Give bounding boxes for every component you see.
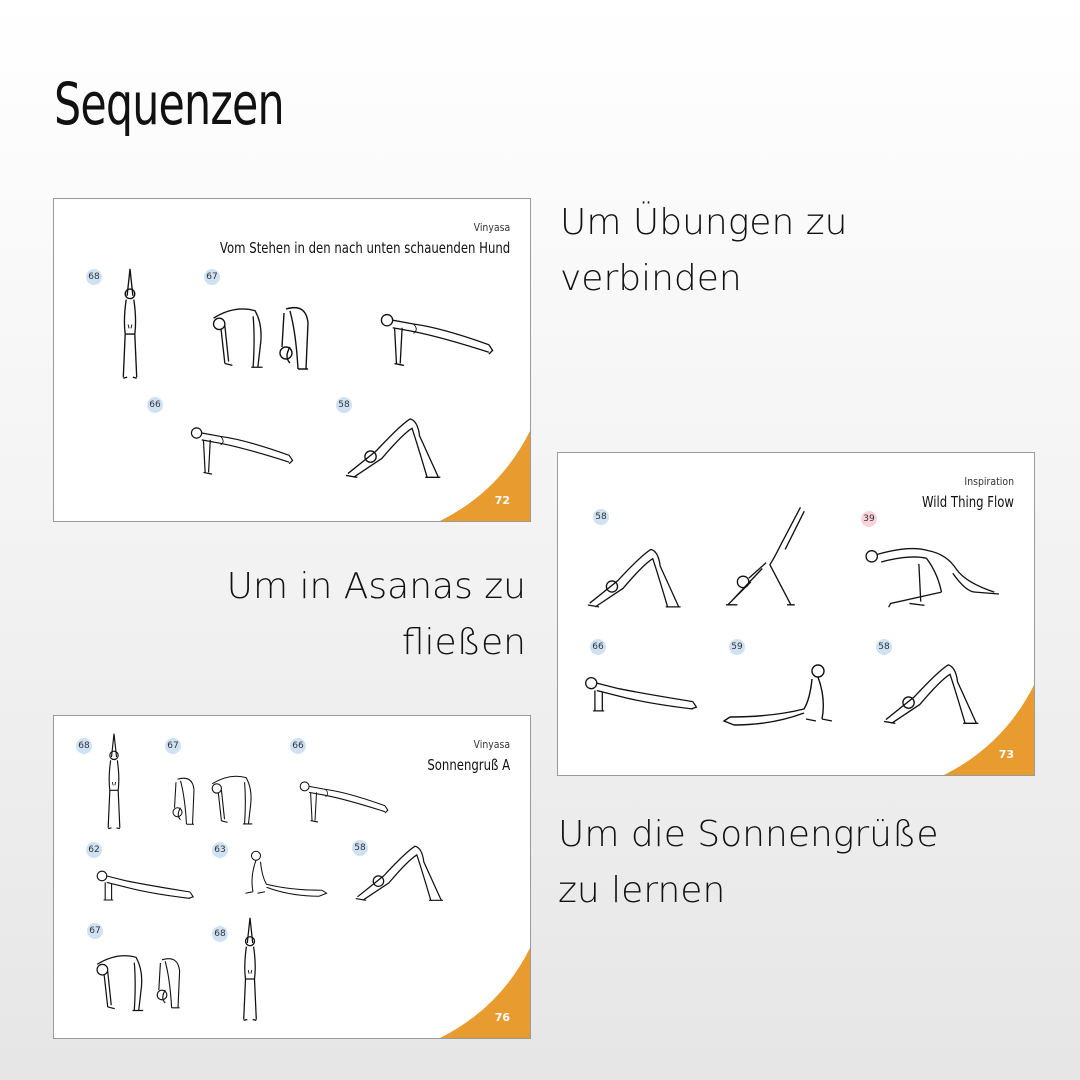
pose-downward-dog-illustration (344, 417, 448, 483)
pose-forward-fold-illustration (206, 303, 272, 373)
pose-upward-dog-illustration (722, 659, 842, 729)
pose-mountain-illustration (110, 267, 150, 382)
pose-badge: 68 (76, 738, 92, 754)
page-title: Sequenzen (54, 70, 284, 138)
pose-plank-illustration (582, 669, 702, 725)
pose-low-plank-illustration (88, 868, 204, 908)
pose-badge: 67 (165, 738, 181, 754)
card-title: Wild Thing Flow (921, 493, 1014, 511)
page-number: 76 (494, 1011, 510, 1024)
card-wild-thing-flow (557, 452, 1035, 776)
page-corner-accent (440, 948, 530, 1038)
pose-badge: 58 (593, 509, 609, 525)
pose-badge: 58 (876, 639, 892, 655)
pose-forward-fold-side-illustration (154, 950, 186, 1016)
pose-badge: 66 (290, 738, 306, 754)
card-sonnengruss-a (53, 715, 531, 1039)
card-title: Vom Stehen in den nach unten schauenden Hund (219, 239, 510, 257)
pose-forward-fold-illustration (206, 770, 260, 830)
pose-plank-illustration (372, 307, 502, 373)
caption-line: Um Übungen zu (560, 202, 848, 243)
caption-line: zu lernen (558, 870, 726, 911)
pose-badge: 59 (729, 639, 745, 655)
pose-mountain-illustration (232, 916, 268, 1024)
card-vinyasa-standing-to-dog (53, 198, 531, 522)
pose-forward-fold-illustration (90, 950, 152, 1016)
caption-line: fließen (401, 622, 526, 663)
pose-forward-fold-side-illustration (276, 303, 316, 373)
pose-downward-dog-illustration (586, 547, 688, 613)
caption-line: Um die Sonnengrüße (558, 814, 939, 855)
pose-badge: 62 (86, 842, 102, 858)
page-number: 72 (494, 494, 510, 507)
pose-badge: 66 (590, 639, 606, 655)
pose-mountain-illustration (96, 732, 132, 832)
pose-badge: 58 (352, 840, 368, 856)
caption-line: verbinden (560, 258, 742, 299)
page-corner-accent (944, 685, 1034, 775)
pose-upward-dog-illustration (238, 842, 328, 904)
pose-wild-thing-illustration (860, 545, 1006, 611)
pose-plank-illustration (294, 776, 394, 828)
pose-badge: 58 (336, 397, 352, 413)
card-category: Vinyasa (473, 738, 510, 751)
pose-badge: 63 (212, 842, 228, 858)
pose-forward-fold-side-illustration (170, 770, 200, 832)
caption-flow-asanas (200, 559, 526, 671)
pose-badge: 68 (212, 926, 228, 942)
pose-badge: 67 (204, 269, 220, 285)
card-category: Inspiration (964, 475, 1014, 488)
card-title: Sonnengruß A (427, 756, 510, 774)
page-corner-accent (440, 431, 530, 521)
caption-connect-exercises (560, 195, 847, 307)
pose-three-legged-dog-illustration (724, 503, 810, 613)
page-number: 73 (998, 748, 1014, 761)
pose-downward-dog-illustration (354, 844, 450, 906)
pose-badge: 68 (86, 269, 102, 285)
caption-learn-sun-salutations (558, 807, 939, 919)
pose-badge: 39 (861, 511, 877, 527)
caption-line: Um in Asanas zu (226, 566, 526, 607)
pose-badge: 66 (147, 397, 163, 413)
card-category: Vinyasa (473, 221, 510, 234)
pose-low-plank-illustration (180, 421, 304, 481)
pose-badge: 67 (87, 923, 103, 939)
